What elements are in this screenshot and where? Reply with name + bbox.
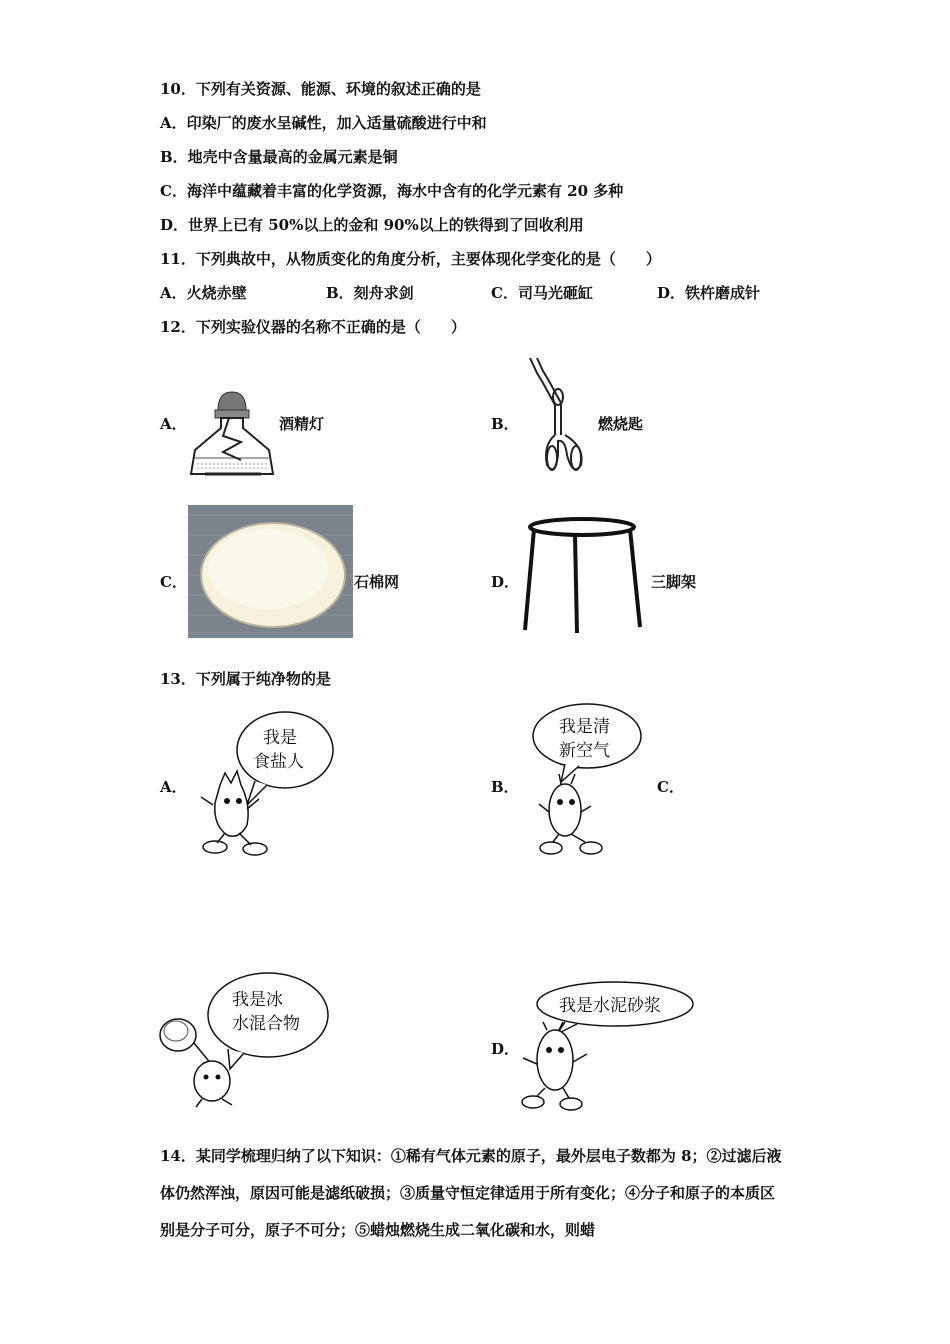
q10-stem: 10．下列有关资源、能源、环境的叙述正确的是 <box>160 80 481 98</box>
bubble-c-line2: 水混合物 <box>232 1014 300 1034</box>
q13-label-b: B． <box>491 778 519 796</box>
q13-label-d: D． <box>491 1040 520 1058</box>
q14-text: 14．某同学梳理归纳了以下知识：①稀有气体元素的原子，最外层电子数都为 8；②过滤后液体仍然浑浊，原因可能是滤纸破损；③质量守恒定律适用于所有变化；④分子和原子的本质区别是分子可分，原子不可分；⑤蜡烛燃烧生成二氧化碳和水，则蜡 <box>160 1147 782 1239</box>
alcohol-lamp-image <box>185 388 280 483</box>
asbestos-net-image <box>188 505 353 638</box>
q10-option-c: C．海洋中蕴藏着丰富的化学资源，海水中含有的化学元素有 20 多种 <box>160 182 624 200</box>
q10-option-b: B．地壳中含量最高的金属元素是铜 <box>160 148 398 166</box>
q11-option-a: A．火烧赤壁 <box>160 284 247 302</box>
q12-label-c: C． <box>160 573 187 591</box>
fresh-air-cartoon-image <box>525 700 645 860</box>
q11-stem: 11．下列典故中，从物质变化的角度分析，主要体现化学变化的是（ ） <box>160 250 661 268</box>
q12-name-b: 燃烧匙 <box>598 415 644 433</box>
tripod-image <box>520 515 645 635</box>
q13-stem: 13．下列属于纯净物的是 <box>160 670 331 688</box>
q12-label-a: A． <box>160 415 187 433</box>
ice-water-cartoon-image <box>156 965 336 1110</box>
q10-option-d: D．世界上已有 50%以上的金和 90%以上的铁得到了回收利用 <box>160 216 584 234</box>
crucible-tongs-image <box>525 355 595 480</box>
q12-name-c: 石棉网 <box>354 573 400 591</box>
q12-stem: 12．下列实验仪器的名称不正确的是（ ） <box>160 318 466 336</box>
q12-name-d: 三脚架 <box>651 573 697 591</box>
q11-option-b: B．刻舟求剑 <box>326 284 414 302</box>
bubble-b-line1: 我是清 <box>559 717 610 737</box>
bubble-c-line1: 我是冰 <box>232 990 283 1010</box>
salt-cartoon-image <box>195 705 335 860</box>
q13-label-a: A． <box>160 778 187 796</box>
q10-option-a: A．印染厂的废水呈碱性，加入适量硫酸进行中和 <box>160 114 487 132</box>
bubble-a-line2: 食盐人 <box>253 752 304 772</box>
bubble-d-line1: 我是水泥砂浆 <box>559 996 661 1016</box>
bubble-b-line2: 新空气 <box>559 741 610 761</box>
q12-label-d: D． <box>491 573 520 591</box>
q11-option-d: D．铁杵磨成针 <box>657 284 761 302</box>
bubble-a-line1: 我是 <box>263 728 297 748</box>
q12-name-a: 酒精灯 <box>279 415 325 433</box>
q11-option-c: C．司马光砸缸 <box>491 284 593 302</box>
cement-mortar-cartoon-image <box>515 978 695 1113</box>
q12-label-b: B． <box>491 415 519 433</box>
q13-label-c: C． <box>657 778 684 796</box>
